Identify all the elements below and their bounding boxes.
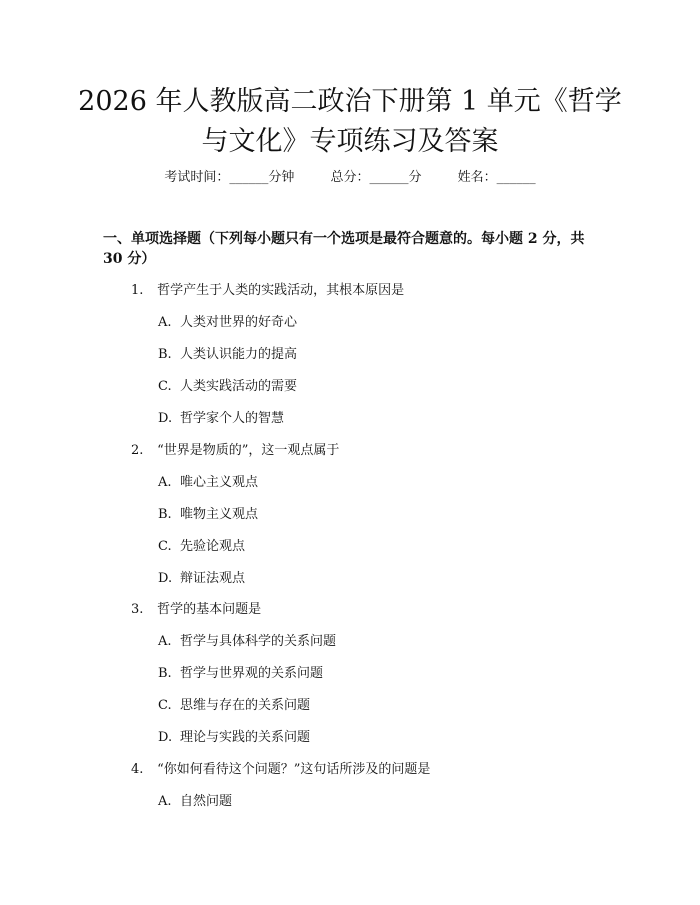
option-letter: D. [158,411,173,426]
option-text: 自然问题 [180,794,233,809]
option-text: 唯心主义观点 [180,475,259,490]
exam-meta [0,168,700,188]
option-text: 唯物主义观点 [180,507,259,522]
title-line-1: 2026 年人教版高二政治下册第 1 单元《哲学 [78,86,622,117]
option-text: 先验论观点 [180,539,246,554]
option-letter: A. [158,475,172,490]
option-1c [158,377,578,397]
option-text: 人类对世界的好奇心 [180,315,298,330]
question-3 [131,600,591,620]
option-1a [158,313,578,333]
question-1 [131,281,591,301]
option-text: 思维与存在的关系问题 [180,698,311,713]
option-letter: D. [158,571,173,586]
option-text: 人类实践活动的需要 [180,379,298,394]
option-letter: C. [158,539,172,554]
question-text: 哲学的基本问题是 [157,602,262,617]
question-number: 2. [131,443,144,458]
option-3c [158,696,578,716]
option-1d [158,409,578,429]
option-2b [158,505,578,525]
option-letter: B. [158,507,172,522]
section-heading: 一、单项选择题（下列每小题只有一个选项是最符合题意的。每小题 2 分，共 30 分） [103,231,585,267]
option-4a [158,792,578,812]
option-text: 人类认识能力的提高 [180,347,298,362]
option-1b [158,345,578,365]
question-text: 哲学产生于人类的实践活动，其根本原因是 [157,283,405,298]
question-4 [131,760,591,780]
question-number: 3. [131,602,144,617]
option-3a [158,632,578,652]
option-text: 理论与实践的关系问题 [180,730,311,745]
title-line-2: 与文化》专项练习及答案 [201,126,499,157]
option-2a [158,473,578,493]
option-text: 辩证法观点 [180,571,246,586]
option-text: 哲学与具体科学的关系问题 [180,634,337,649]
question-text: “你如何看待这个问题？”这句话所涉及的问题是 [157,762,431,777]
question-number: 1. [131,283,144,298]
option-2c [158,537,578,557]
option-3d [158,728,578,748]
exam-total-score: 总分：______分 [330,170,422,185]
option-3b [158,664,578,684]
question-text: “世界是物质的”，这一观点属于 [157,443,340,458]
option-letter: B. [158,666,172,681]
option-letter: C. [158,698,172,713]
option-letter: B. [158,347,172,362]
student-name: 姓名：______ [457,170,536,185]
option-letter: C. [158,379,172,394]
exam-time: 考试时间：______分钟 [164,170,295,185]
option-letter: A. [158,634,172,649]
question-number: 4. [131,762,144,777]
option-text: 哲学家个人的智慧 [180,411,285,426]
option-letter: A. [158,315,172,330]
option-2d [158,569,578,589]
option-letter: D. [158,730,173,745]
question-2 [131,441,591,461]
document-title [0,82,700,162]
option-text: 哲学与世界观的关系问题 [180,666,324,681]
option-letter: A. [158,794,172,809]
